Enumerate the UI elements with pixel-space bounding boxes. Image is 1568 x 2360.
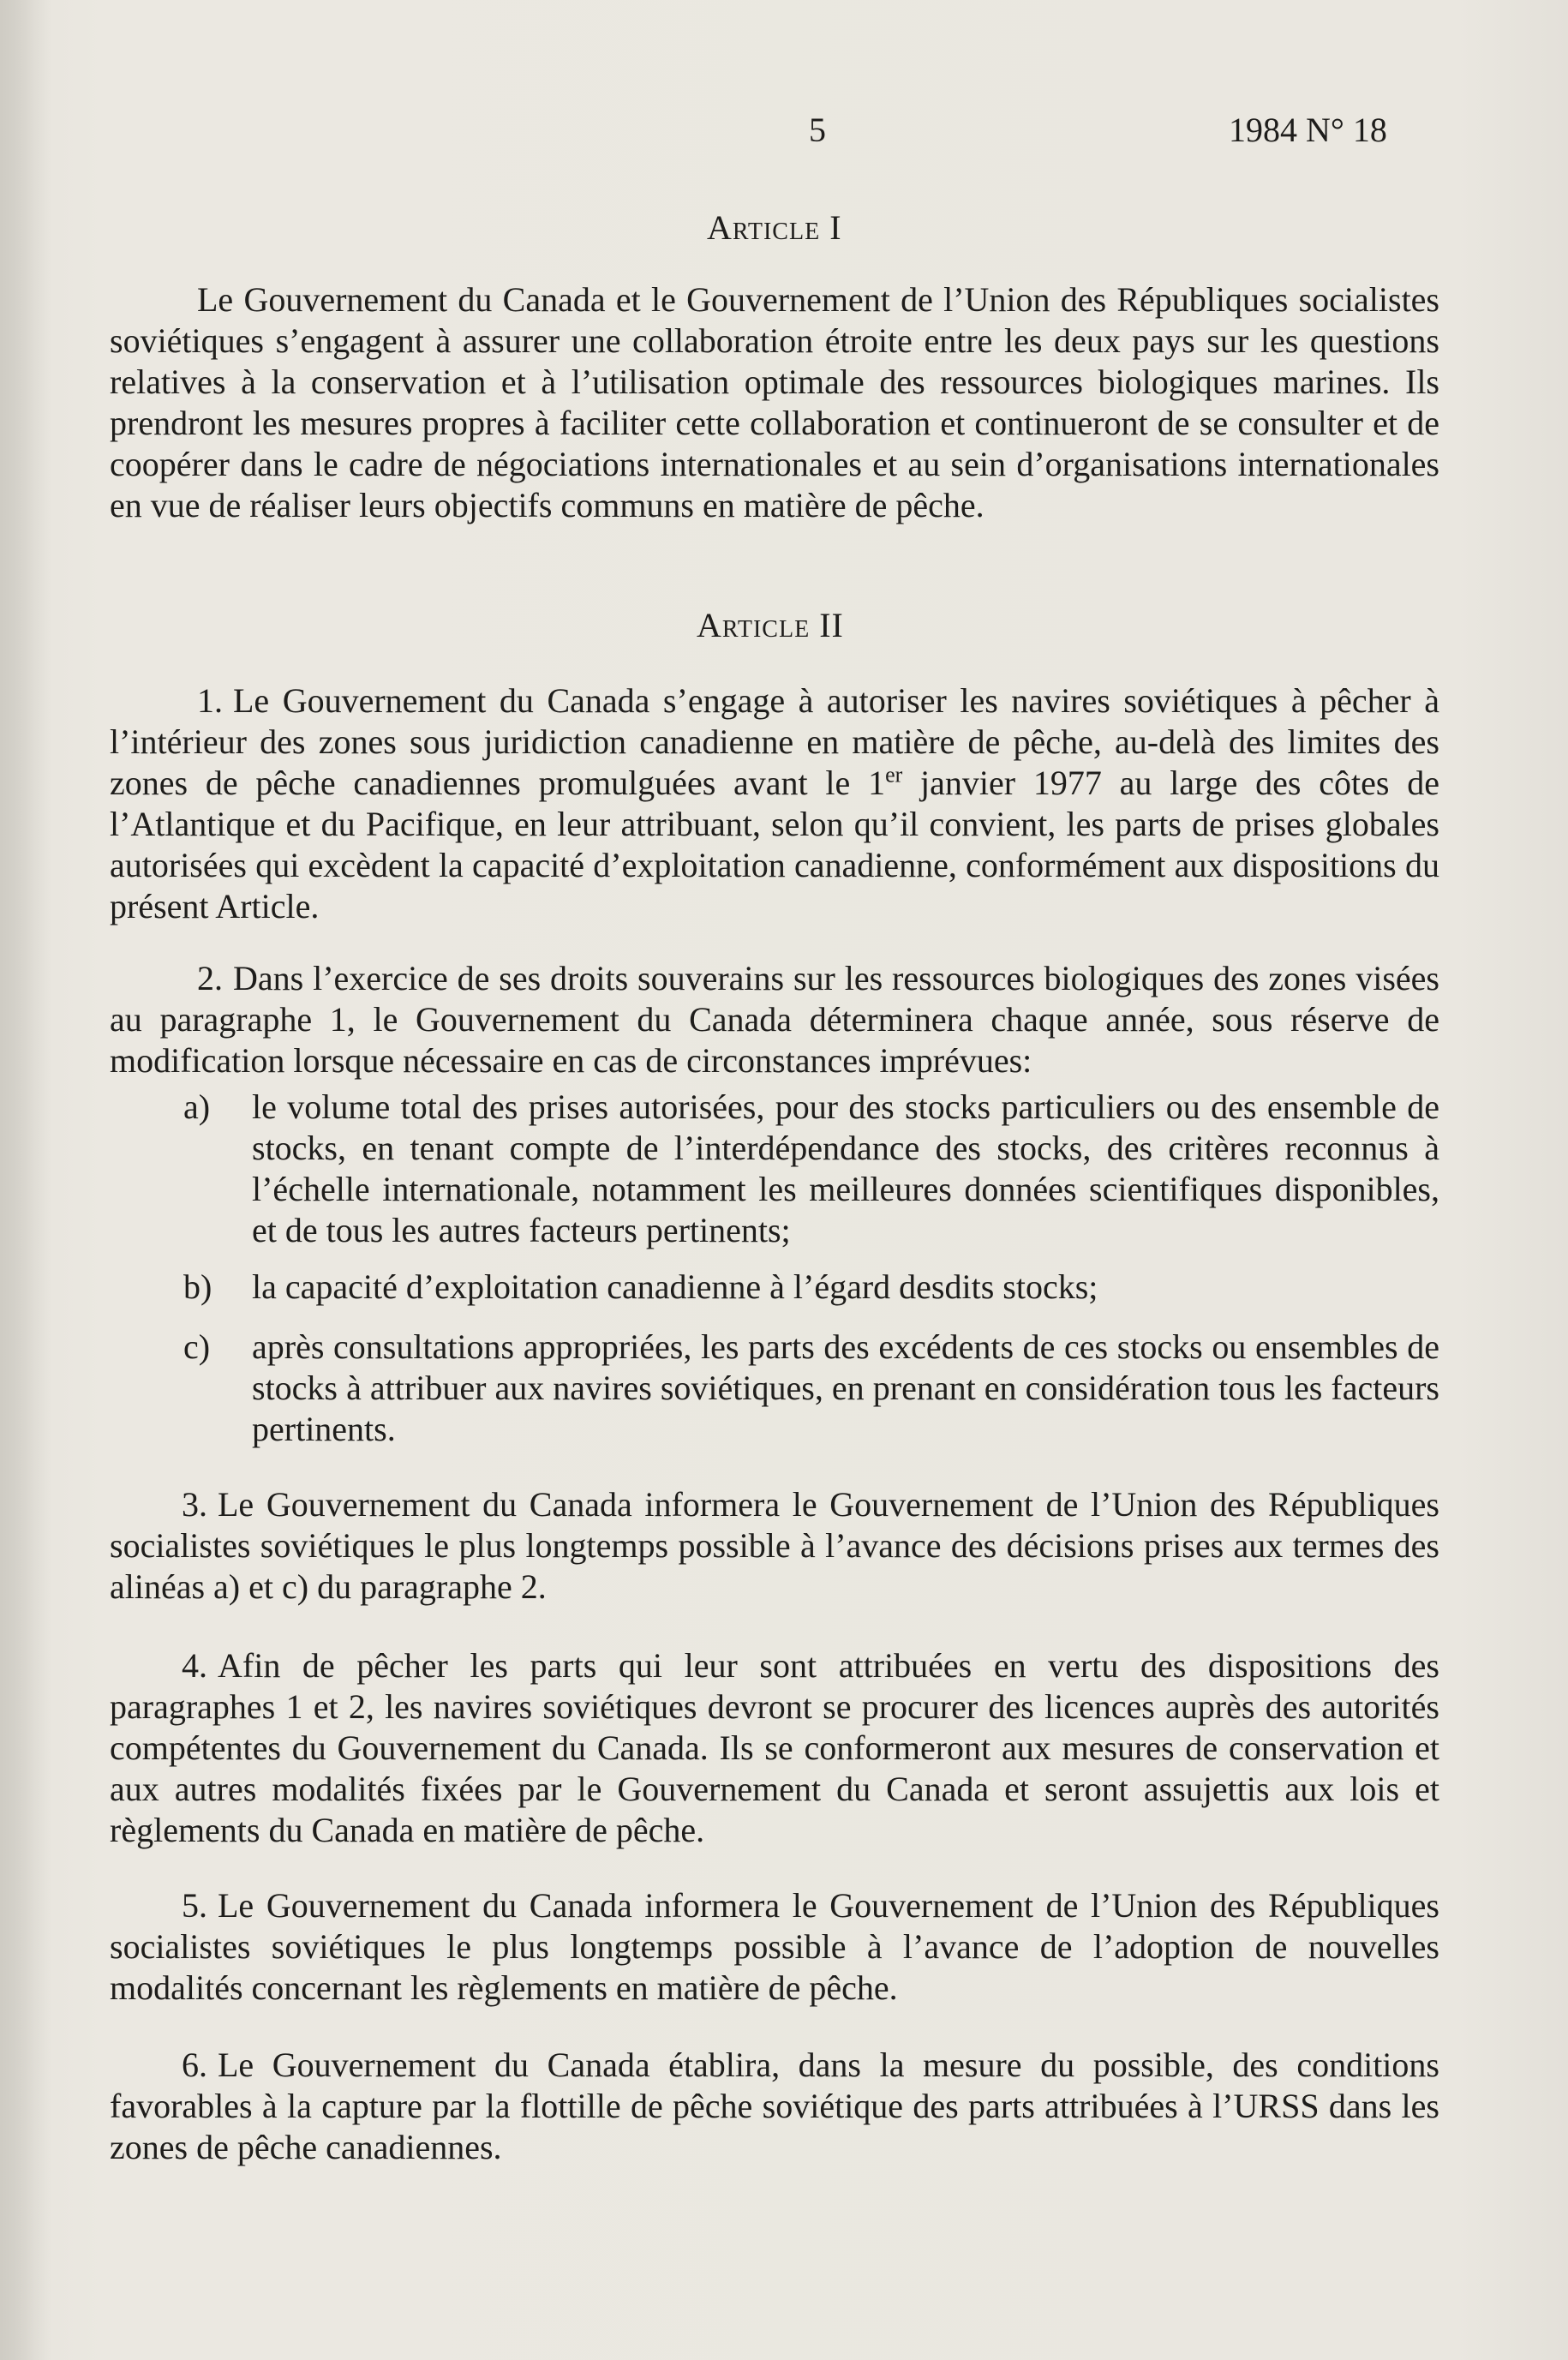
paragraph-number: 6. bbox=[182, 2046, 207, 2084]
item-text: après consultations appropriées, les parts des excédents de ces stocks ou ensembles de stocks à attribuer aux navires soviétiques, en prenant en considération tous les facteurs pertinents. bbox=[252, 1327, 1439, 1448]
paragraph-text: Le Gouvernement du Canada s’engage à autoriser les navires soviétiques à pêcher à l’intérieur des zones sous juridiction canadienne en matière de pêche, au-delà des limites des zones de pêche canadiennes promulguées avant le 1 bbox=[110, 681, 1439, 802]
article-2-heading: Article II bbox=[697, 606, 844, 644]
article-2-paragraph-1 bbox=[110, 680, 1439, 927]
paragraph-text-continued: janvier 1977 au large des côtes de l’Atlantique et du Pacifique, en leur attribuant, selon qu’il convient, les parts de prises globales autorisées qui excèdent la capacité d’exploitation canadienne, conformément aux dispositions du présent Article. bbox=[110, 764, 1439, 925]
paragraph-text: Afin de pêcher les parts qui leur sont attribuées en vertu des dispositions des paragraphes 1 et 2, les navires soviétiques devront se procurer des licences auprès des autorités compétentes du Gouvernement du Canada. Ils se conformeront aux mesures de conservation et aux autres modalités fixées par le Gouvernement du Canada et seront assujettis aux lois et règlements du Canada en matière de pêche. bbox=[110, 1646, 1439, 1849]
article-2-paragraph-4 bbox=[110, 1645, 1439, 1851]
page-number: 5 bbox=[809, 111, 826, 149]
article-2-paragraph-2 bbox=[110, 958, 1439, 1081]
item-label: b) bbox=[183, 1267, 212, 1306]
item-text: la capacité d’exploitation canadienne à l’égard desdits stocks; bbox=[252, 1267, 1098, 1306]
page-binding-shadow bbox=[0, 0, 51, 2360]
article-2-paragraph-3 bbox=[110, 1484, 1439, 1608]
volume-number: 1984 N° 18 bbox=[1229, 111, 1387, 149]
item-label: c) bbox=[183, 1327, 211, 1366]
article-1-paragraph: Le Gouvernement du Canada et le Gouvernement de l’Union des Républiques socialistes soviétiques s’engagent à assurer une collaboration étroite entre les deux pays sur les questions relatives à la conservation et à l’utilisation optimale des ressources biologiques marines. Ils prendront les mesures propres à faciliter cette collaboration et continueront de se consulter et de coopérer dans le cadre de négociations internationales et au sein d’organisations internationales en vue de réaliser leurs objectifs communs en matière de pêche. bbox=[110, 280, 1439, 524]
paragraph-number: 5. bbox=[182, 1886, 207, 1925]
item-label: a) bbox=[183, 1087, 211, 1126]
list-item-a bbox=[183, 1087, 1439, 1251]
paragraph-number: 2. bbox=[197, 959, 223, 997]
paragraph-text: Le Gouvernement du Canada informera le Gouvernement de l’Union des Républiques socialistes soviétiques le plus longtemps possible à l’avance de l’adoption de nouvelles modalités concernant les règlements en matière de pêche. bbox=[110, 1886, 1439, 2007]
paragraph-text: Le Gouvernement du Canada établira, dans la mesure du possible, des conditions favorables à la capture par la flottille de pêche soviétique des parts attribuées à l’URSS dans les zones de pêche canadiennes. bbox=[110, 2046, 1439, 2166]
paragraph-number: 1. bbox=[197, 681, 223, 720]
list-item-c bbox=[183, 1327, 1439, 1450]
list-item-b bbox=[183, 1267, 1439, 1308]
item-text: le volume total des prises autorisées, pour des stocks particuliers ou des ensemble de stocks, en tenant compte de l’interdépendance des stocks, des critères reconnus à l’échelle internationale, notamment les meilleures données scientifiques disponibles, et de tous les autres facteurs pertinents; bbox=[252, 1087, 1439, 1249]
paragraph-number: 4. bbox=[182, 1646, 207, 1685]
article-2-paragraph-6 bbox=[110, 2045, 1439, 2168]
paragraph-number: 3. bbox=[182, 1485, 207, 1524]
article-2-paragraph-5 bbox=[110, 1885, 1439, 2009]
superscript-ordinal: er bbox=[885, 762, 903, 788]
paragraph-text: Dans l’exercice de ses droits souverains sur les ressources biologiques des zones visées au paragraphe 1, le Gouvernement du Canada déterminera chaque année, sous réserve de modification lorsque nécessaire en cas de circonstances imprévues: bbox=[110, 959, 1439, 1080]
article-1-heading: Article I bbox=[707, 208, 842, 247]
paragraph-text: Le Gouvernement du Canada informera le Gouvernement de l’Union des Républiques socialistes soviétiques le plus longtemps possible à l’avance des décisions prises aux termes des alinéas a) et c) du paragraphe 2. bbox=[110, 1485, 1439, 1606]
